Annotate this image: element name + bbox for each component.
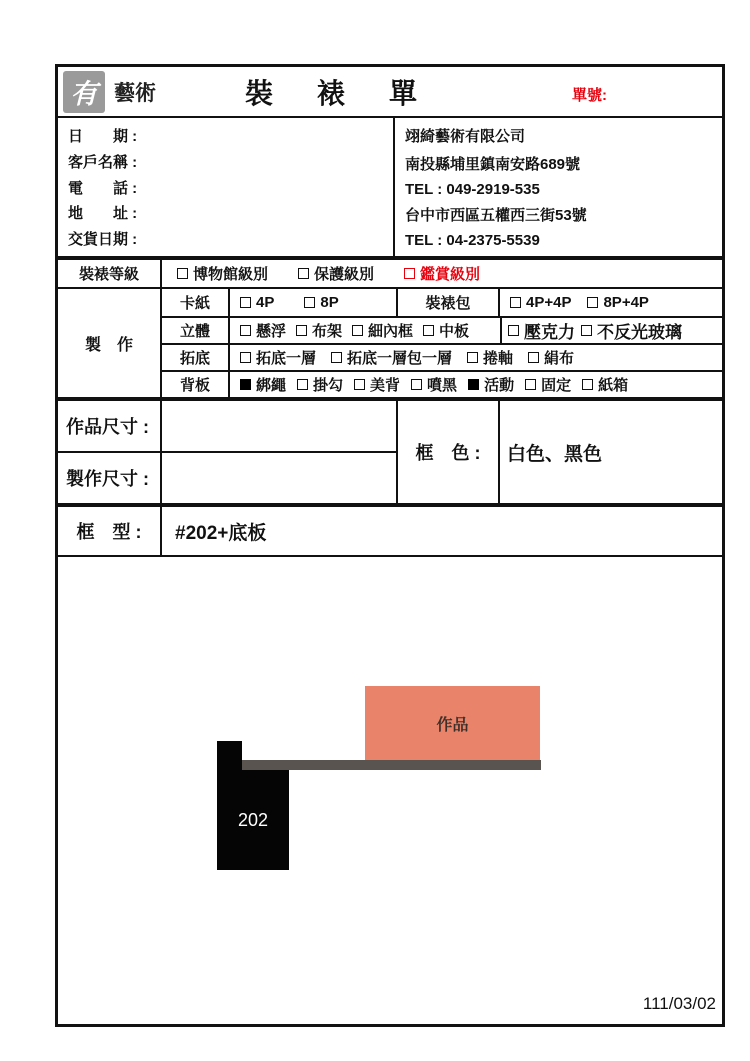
checkbox-option-4p[interactable]: [240, 294, 274, 311]
frame-profile-body: [217, 770, 289, 870]
checkbox-option-middle-board[interactable]: [423, 320, 469, 341]
checkbox-option-spray-black[interactable]: [411, 374, 457, 395]
checkbox-icon[interactable]: [240, 325, 251, 336]
checkbox-label: 不反光玻璃: [597, 323, 682, 342]
row-cardboard-label: 卡紙: [162, 289, 230, 316]
artwork-block-label: 作品: [436, 716, 469, 734]
checkbox-icon[interactable]: [304, 297, 315, 308]
solid-options: [230, 318, 502, 343]
checkbox-icon[interactable]: [404, 268, 415, 279]
field-label-customer-name[interactable]: 客戶名稱 :: [68, 153, 138, 171]
checkbox-option-4p4p[interactable]: [510, 294, 571, 311]
customer-fields-panel: [58, 118, 395, 256]
checkbox-option-protection-grade[interactable]: [298, 263, 374, 284]
checkbox-icon[interactable]: [508, 325, 519, 336]
artwork-size-row: [58, 401, 396, 453]
checkbox-option-one-layer[interactable]: [240, 347, 316, 368]
checkbox-option-layer-wrap-layer[interactable]: [331, 347, 452, 368]
size-fields: [58, 401, 398, 503]
company-name: 翊綺藝術有限公司: [405, 128, 526, 145]
checkbox-icon[interactable]: [331, 352, 342, 363]
production-size-value[interactable]: [162, 453, 396, 503]
checkbox-label: 綁繩: [256, 377, 287, 394]
frame-color-label: 框 色 :: [398, 401, 500, 503]
checkbox-label: 8P: [320, 294, 339, 311]
checkbox-label: 細內框: [368, 323, 414, 340]
checkbox-label: 布架: [312, 323, 343, 340]
checkbox-icon[interactable]: [240, 352, 251, 363]
checkbox-label: 4P+4P: [526, 294, 572, 311]
checkbox-label: 鑑賞級別: [420, 266, 481, 283]
checkbox-option-nice-back[interactable]: [354, 374, 400, 395]
checkbox-icon[interactable]: [423, 325, 434, 336]
checkbox-icon[interactable]: [177, 268, 188, 279]
frame-profile-number: 202: [237, 809, 269, 830]
backboard-options: [230, 372, 722, 397]
company-address-1: 南投縣埔里鎮南安路689號: [405, 155, 581, 173]
checkbox-option-scroll[interactable]: [467, 347, 513, 368]
production-size-label: 製作尺寸 :: [58, 453, 162, 503]
row-cardboard: [162, 289, 722, 316]
row-backboard: [162, 370, 722, 397]
production-size-row: [58, 453, 396, 503]
checkbox-label: 博物館級別: [193, 266, 269, 283]
production-rows: [162, 289, 722, 397]
checkbox-icon[interactable]: [354, 379, 365, 390]
checkbox-option-8p[interactable]: [304, 294, 338, 311]
checkbox-label: 美背: [370, 377, 401, 394]
checkbox-option-fixed[interactable]: [525, 374, 571, 395]
form-title: 裝 裱 單: [244, 77, 425, 109]
checkbox-icon[interactable]: [240, 379, 251, 390]
company-info-panel: [395, 118, 722, 256]
checkbox-label: 8P+4P: [603, 294, 649, 311]
checkbox-icon[interactable]: [587, 297, 598, 308]
field-label-delivery-date[interactable]: 交貨日期 :: [68, 231, 138, 248]
checkbox-label: 4P: [256, 294, 275, 311]
checkbox-option-floating[interactable]: [240, 320, 286, 341]
frame-type-row: [58, 503, 722, 555]
checkbox-icon[interactable]: [467, 352, 478, 363]
checkbox-option-thin-inner-frame[interactable]: [352, 320, 413, 341]
checkbox-icon[interactable]: [296, 325, 307, 336]
grade-row-label: 裝裱等級: [58, 260, 162, 287]
checkbox-label: 固定: [541, 377, 572, 394]
checkbox-icon[interactable]: [528, 352, 539, 363]
order-number-label: 單號:: [572, 87, 607, 104]
checkbox-label: 中板: [439, 323, 470, 340]
row-solid-label: 立體: [162, 318, 230, 343]
checkbox-icon[interactable]: [297, 379, 308, 390]
solid-options-2: [502, 318, 722, 343]
checkbox-label: 紙箱: [598, 377, 629, 394]
checkbox-option-acrylic[interactable]: [508, 318, 575, 343]
mounting-pack-options: [500, 289, 722, 316]
checkbox-option-museum-grade[interactable]: [177, 263, 268, 284]
checkbox-option-carton[interactable]: [582, 374, 628, 395]
checkbox-option-silk[interactable]: [528, 347, 574, 368]
checkbox-option-antiglare-glass[interactable]: [581, 318, 682, 343]
checkbox-label: 噴黑: [427, 377, 458, 394]
checkbox-option-cloth-frame[interactable]: [296, 320, 342, 341]
checkbox-icon[interactable]: [298, 268, 309, 279]
baseboard-bar: [242, 760, 541, 770]
production-section: [58, 289, 722, 397]
row-rubbing: [162, 343, 722, 370]
field-label-date[interactable]: 日 期 :: [68, 128, 138, 145]
grade-row: [58, 260, 722, 289]
logo-character: 有: [70, 79, 98, 110]
checkbox-label: 掛勾: [313, 377, 344, 394]
artwork-block: [365, 686, 540, 760]
checkbox-icon[interactable]: [510, 297, 521, 308]
frame-color-value[interactable]: 白色、黑色: [507, 443, 603, 465]
frame-type-label: 框 型 :: [58, 507, 162, 555]
checkbox-icon[interactable]: [582, 379, 593, 390]
checkbox-icon[interactable]: [352, 325, 363, 336]
artwork-size-value[interactable]: [162, 401, 396, 451]
checkbox-icon[interactable]: [581, 325, 592, 336]
field-label-address[interactable]: 地 址 :: [68, 205, 138, 223]
info-section: [58, 118, 722, 260]
frame-cross-section-diagram: [58, 555, 722, 1016]
production-section-label: 製 作: [58, 289, 162, 397]
mounting-pack-label: 裝裱包: [398, 289, 500, 316]
checkbox-icon[interactable]: [468, 379, 479, 390]
artwork-size-label: 作品尺寸 :: [58, 401, 162, 451]
mounting-order-form: [55, 64, 725, 1027]
rubbing-options: [230, 345, 722, 370]
checkbox-icon[interactable]: [525, 379, 536, 390]
checkbox-option-hook[interactable]: [297, 374, 343, 395]
checkbox-icon[interactable]: [240, 297, 251, 308]
checkbox-label: 拓底一層包一層: [347, 350, 453, 367]
form-header: [58, 67, 722, 118]
frame-color-cell: [398, 401, 722, 503]
checkbox-option-rope[interactable]: [240, 374, 286, 395]
checkbox-option-appreciation-grade[interactable]: [404, 263, 480, 284]
checkbox-label: 保護級別: [314, 266, 375, 283]
row-backboard-label: 背板: [162, 372, 230, 397]
field-label-phone[interactable]: 電 話 :: [68, 179, 138, 197]
checkbox-label: 拓底一層: [256, 350, 317, 367]
checkbox-icon[interactable]: [411, 379, 422, 390]
form-version-date: 111/03/02: [642, 994, 716, 1013]
checkbox-label: 捲軸: [483, 350, 514, 367]
company-tel-1: TEL : 049-2919-535: [405, 180, 540, 198]
cardboard-options: [230, 289, 398, 316]
checkbox-label: 懸浮: [256, 323, 287, 340]
checkbox-label: 壓克力: [524, 323, 575, 342]
brand-text: 藝術: [114, 79, 156, 105]
checkbox-option-removable[interactable]: [468, 374, 514, 395]
row-rubbing-label: 拓底: [162, 345, 230, 370]
size-section: [58, 401, 722, 503]
company-tel-2: TEL : 04-2375-5539: [405, 232, 540, 249]
row-solid: [162, 316, 722, 343]
checkbox-label: 活動: [484, 377, 515, 394]
frame-type-value[interactable]: #202+底板: [175, 522, 267, 544]
checkbox-label: 絹布: [544, 350, 575, 367]
grade-options: [162, 260, 722, 287]
company-address-2: 台中市西區五權西三街53號: [405, 207, 587, 225]
checkbox-option-8p4p[interactable]: [587, 294, 648, 311]
